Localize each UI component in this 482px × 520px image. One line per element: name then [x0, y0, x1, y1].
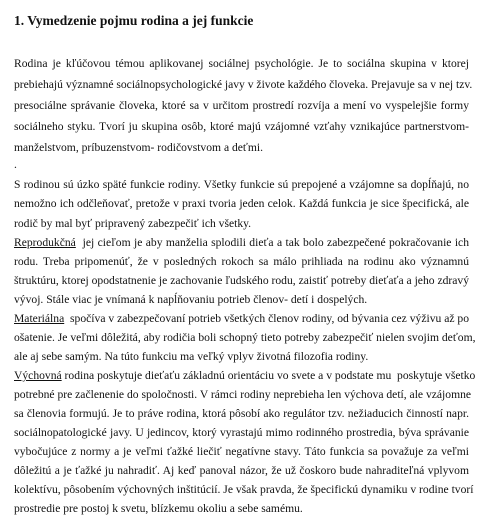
- paragraph-line: rodu. Treba pripomenúť, že v posledných rokoch sa málo prihliada na rodinu ako významnú: [14, 255, 469, 268]
- paragraph-line: presociálne správanie človeka, ktoré sa v určitom prostredí rozvíja a mení vo vyspelejšie formy: [14, 99, 469, 112]
- function-term: Materiálna: [14, 312, 65, 325]
- paragraph-line: rodič by mal byť pripravený zabezpečiť ich všetky.: [14, 217, 252, 230]
- paragraph-line: nemožno ich odčleňovať, pretože v praxi tvoria jeden celok. Každá funkcia je sice špecifická, ale: [14, 197, 469, 210]
- function-text: spočíva v zabezpečovaní potrieb všetkých členov rodiny, od bývania cez výživu až po: [64, 312, 469, 325]
- paragraph-line: dôležitú a je ťažké ju nahradiť. Aj keď panoval názor, že už čoskoro bude nahraditeľná vplyvom: [14, 464, 469, 477]
- paragraph-line: prostredie pre postoj k svetu, blízkemu okoliu a sebe samému.: [14, 502, 303, 515]
- paragraph-line: Rodina je kľúčovou témou aplikovanej sociálnej psychológie. Je to sociálna skupina v ktorej: [14, 57, 469, 70]
- paragraph-line: sociálnopatologické javy. U jedincov, ktorý vyrastajú mimo rodinného prostredia, býva správanie: [14, 426, 469, 439]
- paragraph-line: vybočujúce z normy a je veľmi ťažké liečiť negatívne stavy. Táto funkcia sa považuje za veľmi: [14, 445, 469, 458]
- stray-dot: .: [14, 158, 17, 171]
- section-heading: 1. Vymedzenie pojmu rodina a jej funkcie: [14, 13, 254, 28]
- function-term: Výchovná: [14, 369, 62, 382]
- paragraph-line: S rodinou sú úzko späté funkcie rodiny. Všetky funkcie sú prepojené a vzájomne sa dopĺňajú, no: [14, 178, 469, 191]
- paragraph-line: sa členovia formujú. Je to práve rodina, ktorá pôsobí ako regulátor tzv. nežiaducich činností napr.: [14, 407, 469, 420]
- paragraph-line: potrebné pre začlenenie do spoločnosti. V rámci rodiny neprebieha len výchova detí, ale vzájomne: [14, 388, 472, 401]
- paragraph-line: ošatenie. Je veľmi dôležitá, aby rodičia boli schopný tieto potreby zabezpečiť nielen svojim deťom,: [14, 331, 476, 344]
- function-term: Reprodukčná: [14, 236, 76, 249]
- paragraph-line: prebiehajú významné sociálnopsychologické javy v živote každého človeka. Prejavuje sa v nej tzv.: [14, 78, 473, 91]
- paragraph-line: kolektívu, pôsobením výchovných inštitúcií. Je však pravda, že špecifickú dynamiku v rodine tvorí: [14, 483, 474, 496]
- function-material: [14, 312, 469, 325]
- paragraph-line: sociálneho styku. Tvorí ju skupina osôb, ktoré majú vzájomné vzťahy vznikajúce partnerstvom-: [14, 120, 469, 133]
- function-text: jej cieľom je aby manželia splodili dieťa a tak bolo zabezpečené pokračovanie ich: [75, 236, 469, 249]
- paragraph-line: ale aj sebe samým. Na túto funkciu ma veľký vplyv životná filozofia rodiny.: [14, 350, 369, 363]
- paragraph-line: štruktúru, ktorej opodstatnenie je zachovanie ľudského rodu, zaistiť potreby dieťaťa a jeho zdravý: [14, 274, 469, 287]
- paragraph-line: manželstvom, príbuzenstvom- rodičovstvom a deťmi.: [14, 141, 264, 154]
- function-reproductive: [14, 236, 469, 249]
- function-educational: [14, 369, 476, 382]
- function-text: rodina poskytuje dieťaťu základnú orientáciu vo svete a v podstate mu poskytuje všetko: [61, 369, 476, 382]
- paragraph-line: vývoj. Stále viac je vnímaná k napĺňovaniu potrieb členov- detí i dospelých.: [14, 293, 368, 306]
